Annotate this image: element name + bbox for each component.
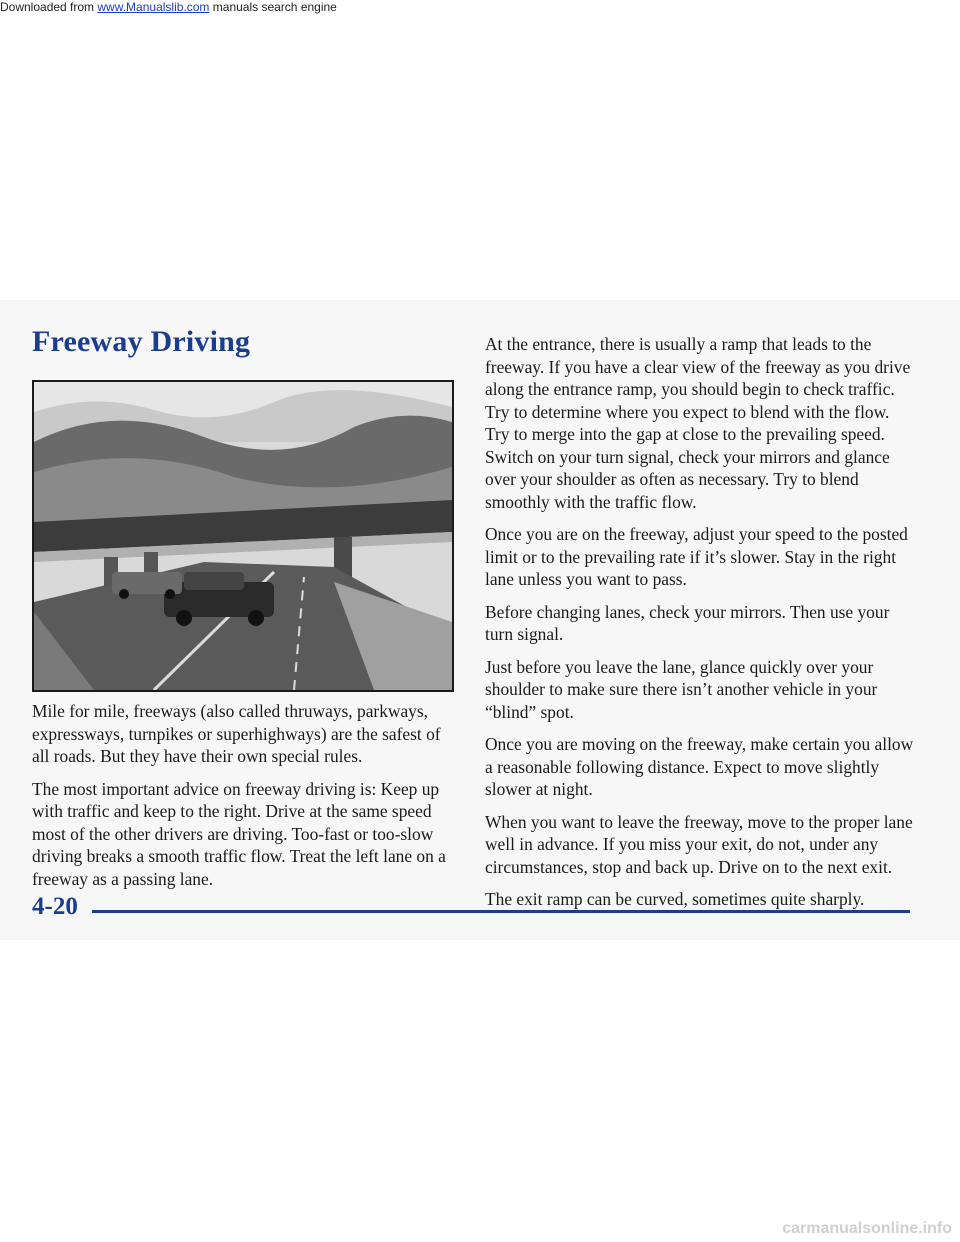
- paragraph: Mile for mile, freeways (also called thruways, parkways, expressways, turnpikes or superhighways) are the safest of all roads. But they have their own special rules.: [32, 701, 441, 766]
- download-banner: [0, 0, 337, 14]
- paragraph: Once you are on the freeway, adjust your speed to the posted limit or to the prevailing rate if it’s slower. Stay in the right lane unless you want to pass.: [485, 524, 908, 589]
- manualslib-link[interactable]: www.Manualslib.com: [97, 0, 210, 14]
- freeway-overpass-drawing: [34, 382, 452, 690]
- right-column: [485, 333, 915, 921]
- page-number: 4-20: [32, 893, 78, 920]
- footer-rule: [92, 910, 910, 913]
- watermark: carmanualsonline.info: [782, 1220, 952, 1237]
- freeway-illustration: [32, 380, 454, 692]
- page-footer: [32, 893, 910, 927]
- paragraph: Once you are moving on the freeway, make certain you allow a reasonable following distance. Expect to move slightly slower at night.: [485, 734, 914, 799]
- paragraph: At the entrance, there is usually a ramp that leads to the freeway. If you have a clear view of the freeway as you drive along the entrance ramp, you should begin to check traffic. Try to determine where you expect to blend with the flow. Try to merge into the gap at close to the prevailing speed. Switch on your turn signal, check your mirrors and glance over your shoulder as often as necessary. Try to blend smoothly with the traffic flow.: [485, 334, 911, 512]
- paragraph: The most important advice on freeway driving is: Keep up with traffic and keep to the right. Drive at the same speed most of the other drivers are driving. Too-fast or too-slow driving breaks a smooth traffic flow. Treat the left lane on a freeway as a passing lane.: [32, 778, 446, 889]
- page-title: Freeway Driving: [32, 325, 251, 358]
- banner-prefix: Downloaded from: [0, 0, 98, 14]
- paragraph: The exit ramp can be curved, sometimes quite sharply.: [485, 889, 865, 909]
- paragraph: When you want to leave the freeway, move to the proper lane well in advance. If you miss your exit, do not, under any circumstances, stop and back up. Drive on to the next exit.: [485, 811, 913, 877]
- paragraph: Just before you leave the lane, glance quickly over your shoulder to make sure there isn’t another vehicle in your “blind” spot.: [485, 656, 878, 722]
- banner-suffix: manuals search engine: [209, 0, 337, 14]
- left-column: [32, 700, 454, 900]
- paragraph: Before changing lanes, check your mirrors. Then use your turn signal.: [485, 601, 890, 644]
